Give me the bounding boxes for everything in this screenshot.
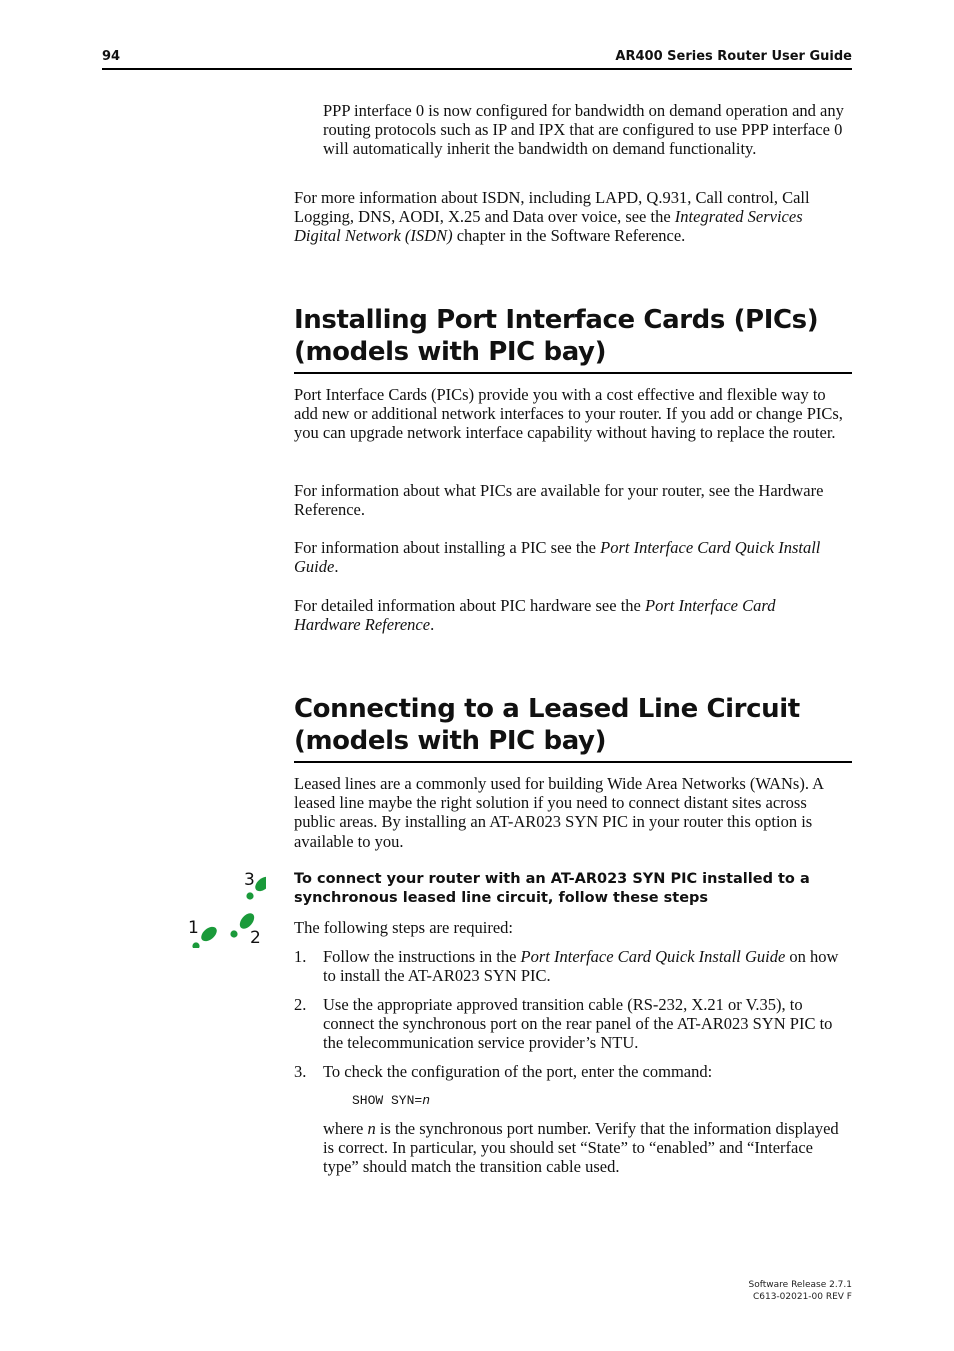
document-revision: C613-02021-00 REV F — [752, 1291, 852, 1302]
command-argument: n — [422, 1093, 431, 1108]
section-heading-leased-line: Connecting to a Leased Line Circuit (models with PIC bay) — [294, 693, 852, 763]
pics-paragraph-3: For information about installing a PIC see the Port Interface Card Quick Install Guide. — [294, 538, 821, 577]
quick-install-guide-reference: Port Interface Card Quick Install Guide — [294, 538, 821, 577]
command-example: SHOW SYN=n — [352, 1093, 431, 1108]
running-title: AR400 Series Router User Guide — [615, 49, 852, 64]
step-2-text: Use the appropriate approved transition cable (RS-232, X.21 or V.35), to connect the synchronous port on the rear panel of the AT-AR023 SYN PIC to the telecommunication service provider’s NTU. — [323, 995, 833, 1053]
footstep-label-1: 1 — [188, 918, 199, 938]
pics-paragraph-1: Port Interface Cards (PICs) provide you with a cost effective and flexible way to add new or additional network interfaces to your router. If you add or change PICs, you can upgrade network interface capability without having to replace the router. — [294, 385, 843, 443]
port-variable: n — [367, 1119, 376, 1138]
steps-intro: The following steps are required: — [294, 918, 514, 937]
intro-paragraph-1: PPP interface 0 is now configured for bandwidth on demand operation and any routing protocols such as IP and IPX that are configured to use PPP interface 0 will automatically inherit the bandwidth on demand functionality. — [323, 101, 844, 159]
software-release: Software Release 2.7.1 — [748, 1280, 852, 1290]
page-number: 94 — [102, 49, 121, 64]
section-heading-pics: Installing Port Interface Cards (PICs) (models with PIC bay) — [294, 304, 852, 374]
step-1-text: Follow the instructions in the Port Interface Card Quick Install Guide on how to install the AT-AR023 SYN PIC. — [323, 947, 839, 986]
footstep-label-3: 3 — [244, 870, 255, 890]
page-header — [102, 48, 852, 70]
where-paragraph: where n is the synchronous port number. Verify that the information displayed is correct. In particular, you should set “State” to “enabled” and “Interface type” should match the transition cable used. — [323, 1119, 839, 1177]
pics-paragraph-2: For information about what PICs are available for your router, see the Hardware Reference. — [294, 481, 824, 520]
step-number: 2. — [294, 995, 307, 1014]
leased-line-paragraph: Leased lines are a commonly used for building Wide Area Networks (WANs). A leased line maybe the right solution if you need to connect distant sites across public areas. By installing an AT-AR023 SYN PIC in your router this option is available to you. — [294, 774, 824, 851]
intro-paragraph-2: For more information about ISDN, including LAPD, Q.931, Call control, Call Logging, DNS, AODI, X.25 and Data over voice, see the Integrated Services Digital Network (ISDN) chapter in the Software Reference. — [294, 188, 810, 246]
step-3-text: To check the configuration of the port, enter the command: — [323, 1062, 713, 1081]
hardware-reference-reference: Port Interface Card Hardware Reference — [294, 596, 776, 635]
quick-install-guide-reference: Port Interface Card Quick Install Guide — [520, 947, 786, 966]
isdn-chapter-reference: Integrated Services Digital Network (ISDN) — [294, 207, 803, 246]
page-footer — [749, 1280, 852, 1303]
step-number: 3. — [294, 1062, 307, 1081]
procedure-title: To connect your router with an AT-AR023 SYN PIC installed to a synchronous leased line circuit, follow these steps — [294, 871, 810, 906]
step-number: 1. — [294, 947, 307, 966]
pics-paragraph-4: For detailed information about PIC hardware see the Port Interface Card Hardware Reference. — [294, 596, 776, 635]
footsteps-icon — [186, 868, 266, 948]
footstep-label-2: 2 — [250, 928, 261, 948]
